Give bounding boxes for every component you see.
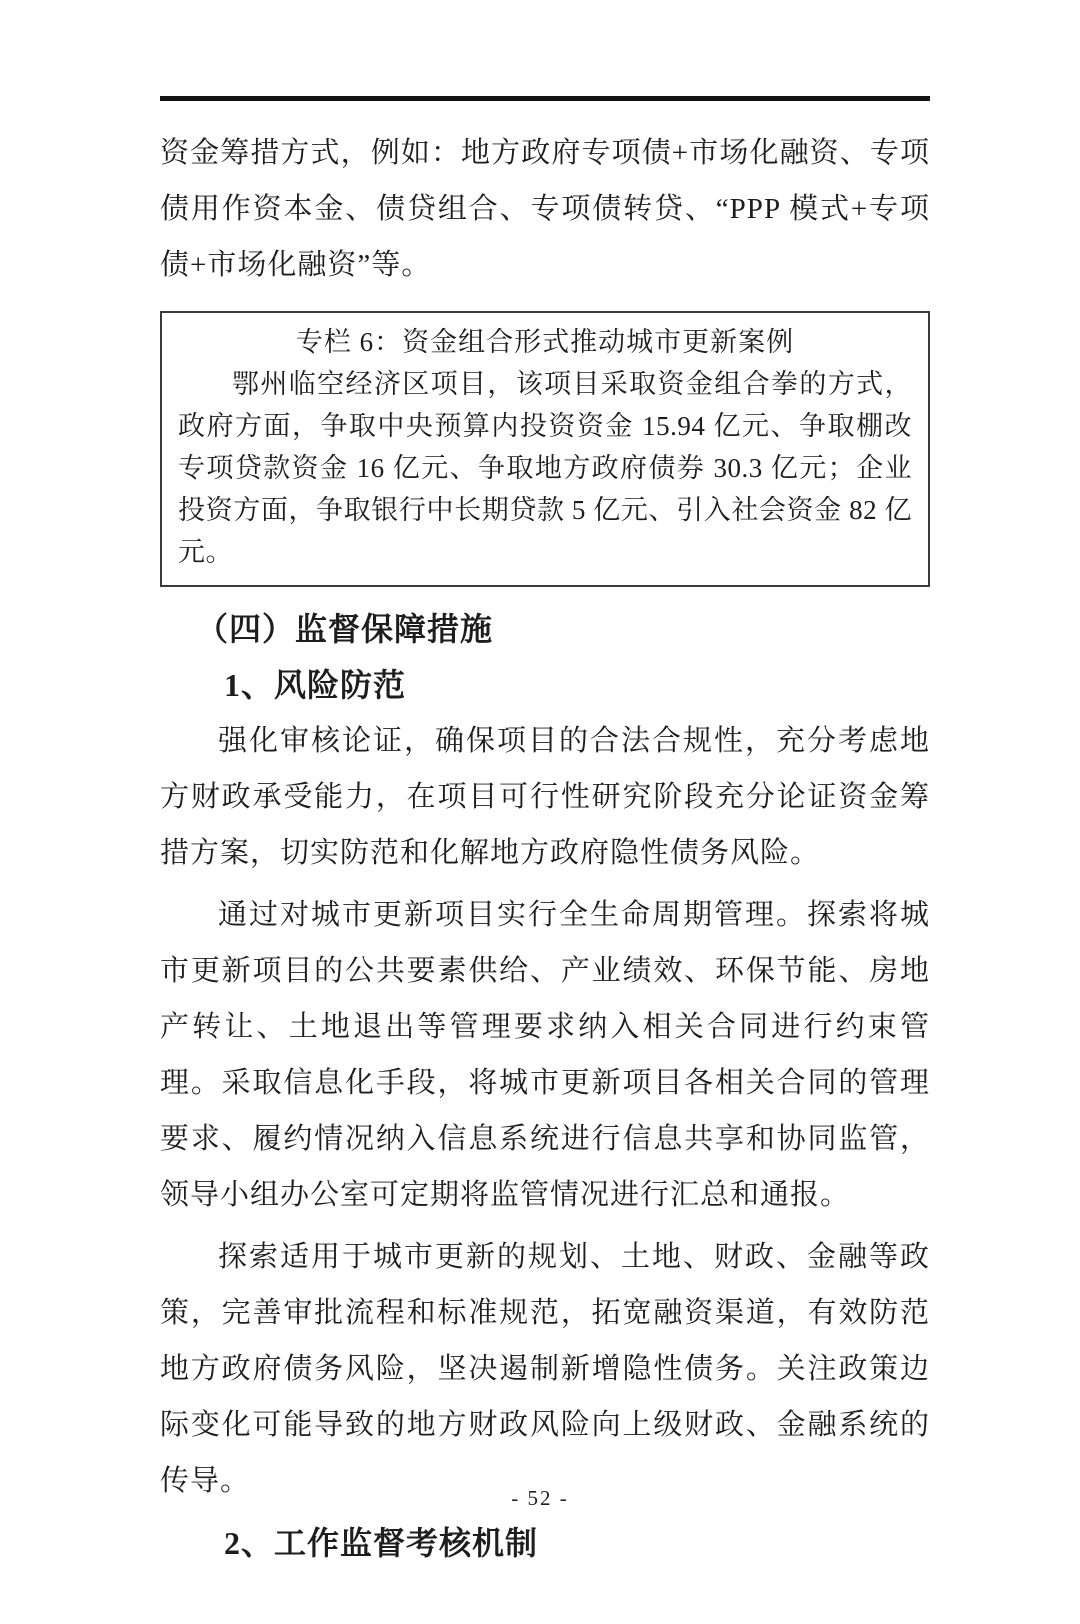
section-heading-supervision: （四）监督保障措施 <box>196 611 494 647</box>
header-rule <box>160 96 930 101</box>
callout-box-body: 鄂州临空经济区项目，该项目采取资金组合拳的方式，政府方面，争取中央预算内投资资金 15.94 亿元、争取棚改专项贷款资金 16 亿元、争取地方政府债券 30.3 亿元；企业投资方面，争取银行中长期贷款 5 亿元、引入社会资金 82 亿元。 <box>178 369 912 567</box>
callout-box <box>160 311 930 587</box>
subsection-heading-assessment-mechanism: 2、工作监督考核机制 <box>224 1525 539 1561</box>
paragraph-policy-exploration: 探索适用于城市更新的规划、土地、财政、金融等政策，完善审批流程和标准规范，拓宽融资渠道，有效防范地方政府债务风险，坚决遏制新增隐性债务。关注政策边际变化可能导致的地方财政风险向上级财政、金融系统的传导。 <box>160 1241 930 1497</box>
document-page <box>0 96 1080 1624</box>
callout-box-title: 专栏 6：资金组合形式推动城市更新案例 <box>295 327 795 357</box>
paragraph-risk-review: 强化审核论证，确保项目的合法合规性，充分考虑地方财政承受能力，在项目可行性研究阶段充分论证资金筹措方案，切实防范和化解地方政府隐性债务风险。 <box>160 725 930 869</box>
paragraph-lifecycle-management: 通过对城市更新项目实行全生命周期管理。探索将城市更新项目的公共要素供给、产业绩效、环保节能、房地产转让、土地退出等管理要求纳入相关合同进行约束管理。采取信息化手段，将城市更新项目各相关合同的管理要求、履约情况纳入信息系统进行信息共享和协同监管，领导小组办公室可定期将监管情况进行汇总和通报。 <box>160 899 930 1211</box>
page-number: - 52 - <box>511 1486 569 1510</box>
intro-paragraph: 资金筹措方式，例如：地方政府专项债+市场化融资、专项债用作资本金、债贷组合、专项债转贷、“PPP 模式+专项债+市场化融资”等。 <box>160 137 930 281</box>
subsection-heading-risk-prevention: 1、风险防范 <box>224 667 407 703</box>
